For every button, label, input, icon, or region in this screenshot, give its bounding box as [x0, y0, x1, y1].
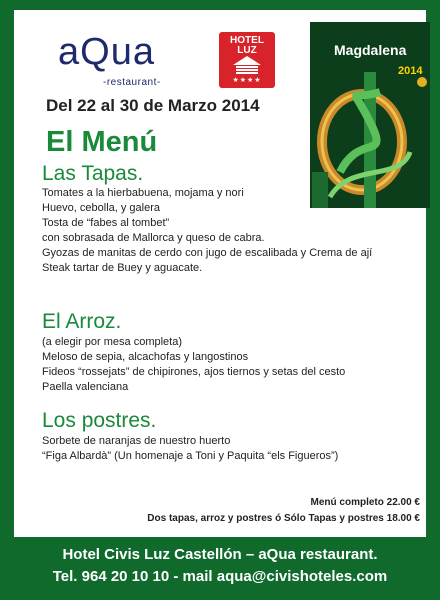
arroz-list	[42, 335, 422, 395]
list-item: Meloso de sepia, alcachofas y langostinos	[42, 351, 249, 363]
event-dates: Del 22 al 30 de Marzo 2014	[46, 96, 260, 115]
footer-contact: Tel. 964 20 10 10 - mail aqua@civishoteles.com	[52, 568, 388, 585]
section-heading-arroz: El Arroz.	[42, 310, 122, 333]
section-heading-tapas: Las Tapas.	[42, 162, 144, 185]
aqua-logo	[58, 32, 208, 92]
footer-hotel-name: Hotel Civis Luz Castellón – aQua restaurant.	[62, 546, 378, 563]
menu-title: El Menú	[46, 126, 158, 158]
tapas-list	[42, 186, 422, 276]
price-full-menu: Menú completo 22.00 €	[310, 497, 420, 508]
list-item: Steak tartar de Buey y aguacate.	[42, 262, 203, 274]
list-item: Huevo, cebolla, y galera	[42, 202, 161, 214]
hotel-logo-line2: LUZ	[237, 45, 257, 56]
hotel-stars: ★★★★	[232, 77, 262, 84]
poster-year: 2014	[398, 65, 423, 77]
list-item: Tosta de “fabes al tombet”	[42, 217, 170, 229]
list-item: Paella valenciana	[42, 381, 129, 393]
hotel-building-icon	[233, 56, 261, 74]
list-item: (a elegir por mesa completa)	[42, 336, 183, 348]
magdalena-poster	[310, 22, 430, 208]
hotel-logo-line1: HOTEL	[230, 35, 264, 46]
menu-card	[14, 10, 426, 537]
poster-title: Magdalena	[334, 42, 407, 58]
aqua-logo-subtitle: -restaurant-	[103, 77, 161, 88]
postres-list	[42, 434, 422, 464]
list-item: Fideos “rossejats” de chipirones, ajos tiernos y setas del cesto	[42, 366, 346, 378]
list-item: Gyozas de manitas de cerdo con jugo de escalibada y Crema de ají	[42, 247, 373, 259]
hotel-luz-logo	[219, 32, 275, 88]
price-reduced-menu: Dos tapas, arroz y postres ó Sólo Tapas y postres 18.00 €	[147, 513, 420, 524]
list-item: Sorbete de naranjas de nuestro huerto	[42, 435, 231, 447]
aqua-logo-word: aQua	[58, 31, 155, 73]
section-heading-postres: Los postres.	[42, 409, 157, 432]
list-item: con sobrasada de Mallorca y queso de cabra.	[42, 232, 265, 244]
list-item: “Figa Albardà” (Un homenaje a Toni y Paquita “els Figueros”)	[42, 450, 339, 462]
list-item: Tomates a la hierbabuena, mojama y nori	[42, 187, 244, 199]
